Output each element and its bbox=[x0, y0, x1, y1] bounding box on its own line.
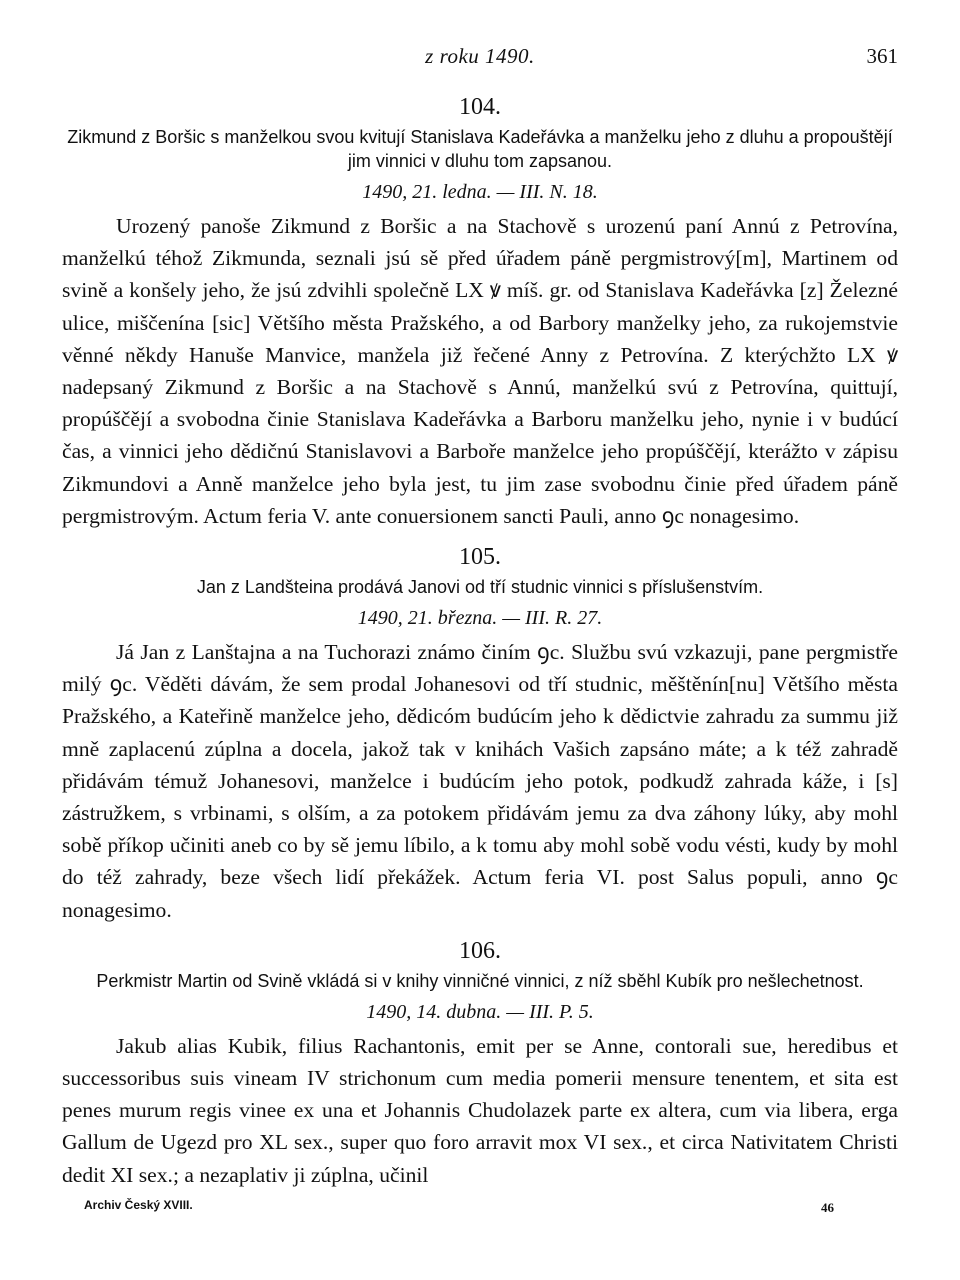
document-regest: Jan z Landšteina prodává Janovi od tří studnic vinnici s příslušenstvím. bbox=[196, 577, 764, 598]
document-number: 106. bbox=[459, 937, 501, 964]
document-regest: Perkmistr Martin od Svině vkládá si v knihy vinničné vinnici, z níž sběhl Kubík pro nešlechetnost. bbox=[96, 970, 864, 991]
running-title: z roku 1490. bbox=[425, 44, 535, 68]
document-text: Já Jan z Lanštajna a na Tuchorazi známo činím ꝯc. Službu svú vzkazuji, pane pergmistře milý ꝯc. Věděti dávám, že sem prodal Johanesovi od tří studnic, měštěnín[nu] Většího města Pražského, a Kateřině manželce jeho, dědicóm budúcím jeho k dědictvie zahradu za summu již mně zaplacenú zúplna a docela, jakož tak v knihách Vašich zapsáno máte; a k též zahradě přidávám témuž Johanesovi, manželce i budúcím jeho potok, podkudž zahrada káže, i [s] zástružkem, s vrbinami, s olším, a za potokem přidávám jemu za dva záhony lúky, aby mohl sobě příkop učiniti aneb co by sě jemu líbilo, a k tomu aby mohl sobě vodu vésti, kudy by mohl do též zahrady, beze všech lidí překážek. Actum feria VI. post Salus populi, anno ꝯc nonagesimo. bbox=[62, 640, 898, 922]
page-number: 361 bbox=[866, 44, 898, 68]
document-text: Urozený panoše Zikmund z Boršic a na Stachově s urozenú paní Annú z Petrovína, manželkú téhož Zikmunda, seznali jsú sě před úřadem páně pergmistrový[m], Martinem od svině a konšely jeho, že jsú zdvihli společně LX ꝟ míš. gr. od Stanislava Kadeřávka [z] Železné ulice, miščenína [sic] Většího města Pražského, a od Barbory manželky jeho, za rukojemstvie věnné někdy Hanuše Manvice, manžela již řečené Anny z Petrovína. Z kterýchžto LX ꝟ nadepsaný Zikmund z Boršic a na Stachově s Annú, manželkú svú z Petrovína, quittují, propúščějí a svobodna činie Stanislava Kadeřávka a Barboru manželku jeho, nynie i v budúcí čas, a vinnici jeho dědičnú Stanislavovi a Barboře manželce jeho propúščějí, kterážto v zápisu Zikmundovi a Anně manželce jeho byla jest, tu jim zase svobodnu činie před úřadem páně pergmistrovým. Actum feria V. ante conuersionem sancti Pauli, anno ꝯc nonagesimo. bbox=[62, 214, 898, 528]
document-entry-105 bbox=[62, 544, 898, 926]
document-number: 105. bbox=[459, 544, 501, 571]
document-date-line: 1490, 14. dubna. — III. P. 5. bbox=[366, 1000, 594, 1023]
document-number: 104. bbox=[459, 94, 501, 120]
page-footer bbox=[84, 1198, 834, 1218]
document-date-line: 1490, 21. března. — III. R. 27. bbox=[357, 607, 603, 630]
document-text: Jakub alias Kubik, filius Rachantonis, emit per se Anne, contorali sue, heredibus et successoribus suis vineam IV strichonum cum media pomerii mensure tenentem, et sita est penes murum regis vinee ex una et Johannis Chudolazek parte ex altera, cum via libera, erga Gallum de Ugezd pro XL sex., super quo foro arravit mox VI sex., et circa Nativitatem Christi dedit XI sex.; a nezaplativ ji zúplna, učinil bbox=[62, 1033, 898, 1187]
document-entry-104 bbox=[62, 94, 898, 532]
sheet-signature: 46 bbox=[821, 1200, 834, 1215]
running-header bbox=[62, 44, 898, 78]
footer-signature: Archiv Český XVIII. bbox=[84, 1198, 193, 1212]
page-body bbox=[62, 88, 898, 1191]
document-entry-106 bbox=[62, 938, 898, 1191]
document-regest: Zikmund z Boršic s manželkou svou kvitují Stanislava Kadeřávka a manželku jeho z dluhu a propouštějí jim vinnici v dluhu tom zapsanou. bbox=[67, 127, 893, 171]
document-date-line: 1490, 21. ledna. — III. N. 18. bbox=[362, 181, 598, 203]
